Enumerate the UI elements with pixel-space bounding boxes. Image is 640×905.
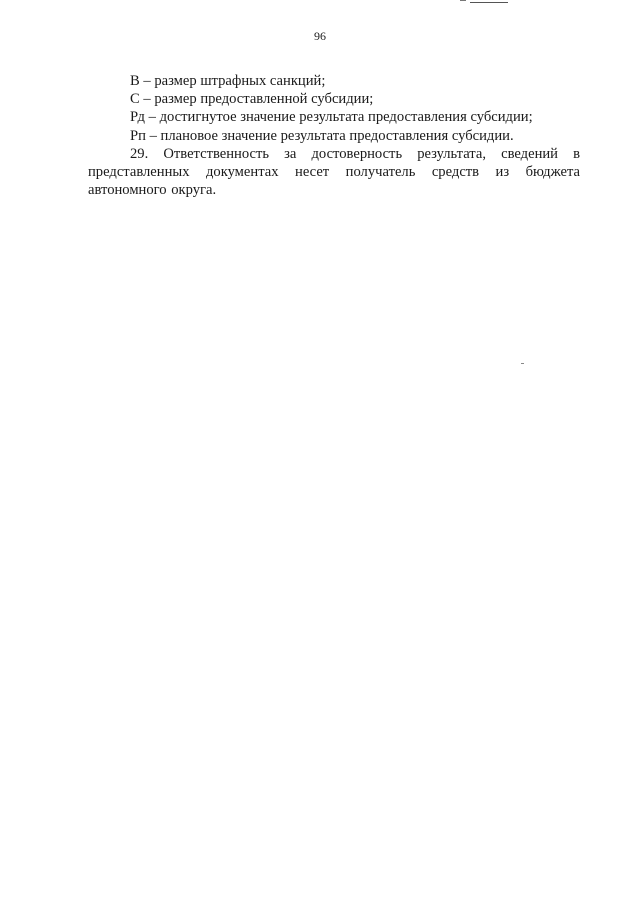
definition-b: В – размер штрафных санкций; <box>130 73 326 89</box>
definition-rp: Рп – плановое значение результата предоставления субсидии. <box>130 127 514 144</box>
scan-artifact <box>521 363 524 364</box>
page-number: 96 <box>314 29 326 43</box>
paragraph-29: 29. Ответственность за достоверность результата, сведений в представленных документах несет получатель средств из бюджета автономного округа. <box>88 145 580 199</box>
scan-artifact <box>470 0 508 3</box>
definition-rd: Рд – достигнутое значение результата предоставления субсидии; <box>130 109 533 126</box>
document-body <box>88 72 580 199</box>
definition-c: С – размер предоставленной субсидии; <box>130 91 374 108</box>
